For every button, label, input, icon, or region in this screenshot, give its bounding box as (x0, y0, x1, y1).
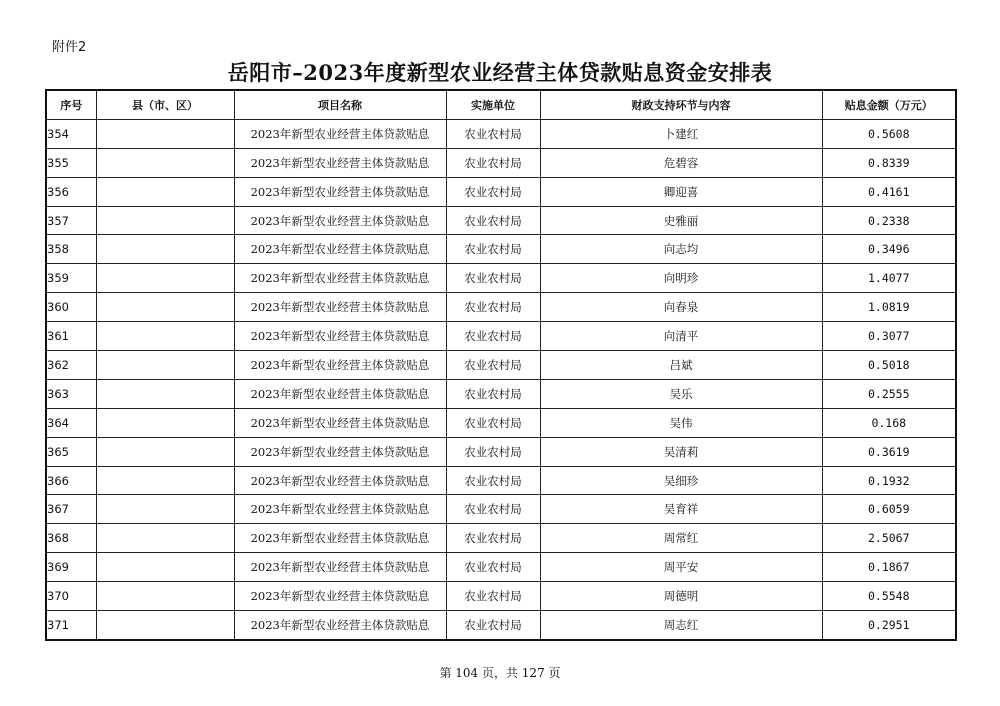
row-amount: 0.2338 (822, 206, 956, 235)
row-unit: 农业农村局 (446, 119, 540, 148)
row-county (96, 379, 234, 408)
table-row (46, 379, 956, 408)
allocation-table (45, 89, 957, 641)
table-row (46, 582, 956, 611)
row-recipient: 吴清莉 (540, 437, 822, 466)
row-index: 364 (46, 408, 96, 437)
table-row (46, 611, 956, 640)
column-header-content: 财政支持环节与内容 (540, 90, 822, 119)
row-county (96, 177, 234, 206)
row-unit: 农业农村局 (446, 611, 540, 640)
row-county (96, 495, 234, 524)
row-county (96, 235, 234, 264)
row-project: 2023年新型农业经营主体贷款贴息 (234, 119, 446, 148)
row-index: 356 (46, 177, 96, 206)
table-row (46, 206, 956, 235)
row-index: 361 (46, 322, 96, 351)
row-recipient: 史雅丽 (540, 206, 822, 235)
column-header-unit: 实施单位 (446, 90, 540, 119)
table-row (46, 408, 956, 437)
table-row (46, 235, 956, 264)
row-recipient: 危碧容 (540, 148, 822, 177)
row-recipient: 周德明 (540, 582, 822, 611)
row-unit: 农业农村局 (446, 524, 540, 553)
row-unit: 农业农村局 (446, 322, 540, 351)
row-recipient: 卜建红 (540, 119, 822, 148)
row-unit: 农业农村局 (446, 264, 540, 293)
document-title: 岳阳市–2023年度新型农业经营主体贷款贴息资金安排表 (227, 60, 773, 85)
row-project: 2023年新型农业经营主体贷款贴息 (234, 611, 446, 640)
row-county (96, 264, 234, 293)
row-amount: 0.1932 (822, 466, 956, 495)
row-index: 358 (46, 235, 96, 264)
row-recipient: 周常红 (540, 524, 822, 553)
row-amount: 0.8339 (822, 148, 956, 177)
row-index: 357 (46, 206, 96, 235)
row-unit: 农业农村局 (446, 351, 540, 380)
row-county (96, 293, 234, 322)
table-row (46, 148, 956, 177)
row-index: 362 (46, 351, 96, 380)
attachment-label: 附件2 (52, 40, 87, 55)
row-project: 2023年新型农业经营主体贷款贴息 (234, 206, 446, 235)
column-header-project: 项目名称 (234, 90, 446, 119)
row-county (96, 611, 234, 640)
table-row (46, 524, 956, 553)
row-recipient: 吴育祥 (540, 495, 822, 524)
row-index: 371 (46, 611, 96, 640)
row-county (96, 466, 234, 495)
table-row (46, 495, 956, 524)
row-project: 2023年新型农业经营主体贷款贴息 (234, 322, 446, 351)
table-row (46, 553, 956, 582)
row-unit: 农业农村局 (446, 379, 540, 408)
column-header-index: 序号 (46, 90, 96, 119)
row-unit: 农业农村局 (446, 148, 540, 177)
row-index: 370 (46, 582, 96, 611)
row-project: 2023年新型农业经营主体贷款贴息 (234, 466, 446, 495)
row-index: 354 (46, 119, 96, 148)
row-amount: 2.5067 (822, 524, 956, 553)
table-row (46, 466, 956, 495)
row-county (96, 119, 234, 148)
row-unit: 农业农村局 (446, 553, 540, 582)
table-body (46, 119, 956, 640)
row-recipient: 向志均 (540, 235, 822, 264)
table-row (46, 119, 956, 148)
row-index: 360 (46, 293, 96, 322)
row-recipient: 周志红 (540, 611, 822, 640)
row-project: 2023年新型农业经营主体贷款贴息 (234, 148, 446, 177)
row-recipient: 向春泉 (540, 293, 822, 322)
row-project: 2023年新型农业经营主体贷款贴息 (234, 495, 446, 524)
row-amount: 0.3619 (822, 437, 956, 466)
row-project: 2023年新型农业经营主体贷款贴息 (234, 437, 446, 466)
row-unit: 农业农村局 (446, 495, 540, 524)
row-recipient: 卿迎喜 (540, 177, 822, 206)
row-county (96, 351, 234, 380)
row-county (96, 582, 234, 611)
row-amount: 0.1867 (822, 553, 956, 582)
row-amount: 0.5548 (822, 582, 956, 611)
column-header-amount: 贴息金额（万元） (822, 90, 956, 119)
table-row (46, 177, 956, 206)
row-project: 2023年新型农业经营主体贷款贴息 (234, 351, 446, 380)
row-project: 2023年新型农业经营主体贷款贴息 (234, 293, 446, 322)
row-recipient: 吴细珍 (540, 466, 822, 495)
row-index: 363 (46, 379, 96, 408)
row-index: 367 (46, 495, 96, 524)
table-row (46, 264, 956, 293)
row-unit: 农业农村局 (446, 293, 540, 322)
row-amount: 0.5018 (822, 351, 956, 380)
row-amount: 0.2555 (822, 379, 956, 408)
row-recipient: 向清平 (540, 322, 822, 351)
table-header-row (46, 90, 956, 119)
table-row (46, 293, 956, 322)
row-index: 355 (46, 148, 96, 177)
row-amount: 0.168 (822, 408, 956, 437)
row-index: 368 (46, 524, 96, 553)
table-row (46, 351, 956, 380)
row-project: 2023年新型农业经营主体贷款贴息 (234, 264, 446, 293)
row-county (96, 524, 234, 553)
row-unit: 农业农村局 (446, 408, 540, 437)
row-amount: 0.3077 (822, 322, 956, 351)
row-amount: 1.0819 (822, 293, 956, 322)
table-row (46, 322, 956, 351)
row-project: 2023年新型农业经营主体贷款贴息 (234, 379, 446, 408)
row-project: 2023年新型农业经营主体贷款贴息 (234, 408, 446, 437)
row-amount: 1.4077 (822, 264, 956, 293)
row-index: 366 (46, 466, 96, 495)
row-index: 359 (46, 264, 96, 293)
row-project: 2023年新型农业经营主体贷款贴息 (234, 524, 446, 553)
row-recipient: 向明珍 (540, 264, 822, 293)
row-project: 2023年新型农业经营主体贷款贴息 (234, 553, 446, 582)
row-unit: 农业农村局 (446, 437, 540, 466)
row-county (96, 408, 234, 437)
page-number: 第 104 页，共 127 页 (439, 666, 561, 680)
row-amount: 0.4161 (822, 177, 956, 206)
row-county (96, 553, 234, 582)
row-amount: 0.5608 (822, 119, 956, 148)
row-project: 2023年新型农业经营主体贷款贴息 (234, 235, 446, 264)
row-county (96, 437, 234, 466)
column-header-county: 县（市、区） (96, 90, 234, 119)
row-amount: 0.2951 (822, 611, 956, 640)
row-amount: 0.6059 (822, 495, 956, 524)
table-row (46, 437, 956, 466)
row-unit: 农业农村局 (446, 582, 540, 611)
row-project: 2023年新型农业经营主体贷款贴息 (234, 177, 446, 206)
row-recipient: 吴伟 (540, 408, 822, 437)
row-unit: 农业农村局 (446, 235, 540, 264)
row-unit: 农业农村局 (446, 206, 540, 235)
row-county (96, 148, 234, 177)
row-recipient: 吕斌 (540, 351, 822, 380)
row-county (96, 206, 234, 235)
row-recipient: 周平安 (540, 553, 822, 582)
row-index: 369 (46, 553, 96, 582)
row-county (96, 322, 234, 351)
row-index: 365 (46, 437, 96, 466)
row-amount: 0.3496 (822, 235, 956, 264)
row-unit: 农业农村局 (446, 177, 540, 206)
row-recipient: 吴乐 (540, 379, 822, 408)
row-unit: 农业农村局 (446, 466, 540, 495)
row-project: 2023年新型农业经营主体贷款贴息 (234, 582, 446, 611)
